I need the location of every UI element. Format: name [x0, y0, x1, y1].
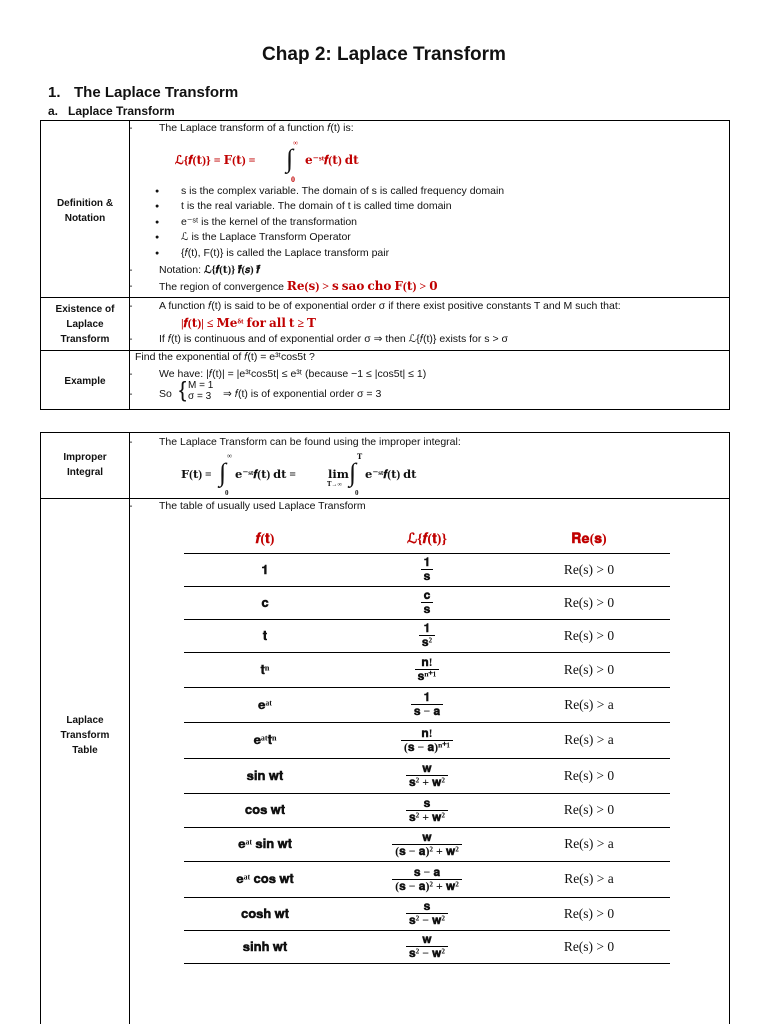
- fraction: [406, 797, 448, 824]
- fraction-numerator: 𝐬: [423, 899, 431, 913]
- integral-sign-icon: ∫: [349, 458, 357, 487]
- fraction-numerator: 𝟏: [423, 690, 431, 704]
- table-row: [184, 722, 670, 758]
- definition-table: Definition & Notation - The Laplace transform of a function 𝑓(t) is: ℒ{𝒇(𝐭)} = 𝐅(𝐭) = ∞ ∫ 0 𝐞⁻ˢᵗ𝒇(𝐭) 𝐝𝐭 ● s is the complex variable. The domain of s is called frequency domain ● t is the real variable. The domain of t is called time domain ● e⁻ˢᵗ is the kernel of the transformation ● ℒ is the Laplace Transform Operator ● {𝑓(t), F(t)} is called the Laplace transform pair - Notation: ℒ{𝒇(𝐭)} 𝒇̄(𝑠) 𝒇̄ - The region of convergence 𝐑𝐞(𝐬) > 𝐬 𝐬𝐚𝐨 𝐜𝐡𝐨 𝐅(𝐭) > 𝟎 Existence of Laplace Transform - A function 𝑓(t) is said to be of exponential order σ if there exist positive constants T and M such that: |𝒇(𝐭)| ≤ 𝐌𝐞ᵟᵗ 𝐟𝐨𝐫 𝐚𝐥𝐥 𝐭 ≥ 𝐓 - If 𝑓(t) is continuous and of exponential order σ ⇒ then ℒ{𝑓(t)} exists for s > σ Example Find the exponential of 𝑓(t) = e³ᵗcos5t ? - We have: |𝑓(t)| = |e³ᵗcos5t| ≤ e³ᵗ (because −1 ≤ |cos5t| ≤ 1) - So { M = 1 σ = 3 ⇒ 𝑓(t) is of exponential order σ = 3: [40, 120, 730, 410]
- fraction-denominator: 𝐬: [421, 602, 434, 616]
- fraction: [421, 556, 434, 583]
- bullet-icon: ●: [155, 250, 160, 257]
- laplace-definition-formula: [175, 139, 435, 185]
- fraction-denominator: 𝐬² + 𝐰²: [406, 810, 448, 824]
- cell-function: 𝐭ⁿ: [260, 661, 270, 677]
- transform-table-header: [184, 526, 670, 553]
- fraction-numerator: 𝐜: [423, 588, 431, 602]
- fraction: [401, 727, 453, 754]
- cell-roc: Re(s) > a: [564, 836, 614, 851]
- bullet-icon: ●: [155, 203, 160, 210]
- fraction-numerator: 𝐬: [423, 795, 431, 810]
- fraction: [419, 622, 435, 649]
- cell-function: 𝟏: [261, 561, 269, 577]
- bullet-icon: ●: [155, 234, 160, 241]
- table-row: [184, 897, 670, 930]
- section-title: The Laplace Transform: [74, 84, 239, 101]
- cell-roc: Re(s) > 0: [563, 561, 615, 577]
- integral-sign-icon: ∫: [286, 144, 294, 173]
- definition-label: Definition & Notation: [56, 198, 114, 224]
- laplace-table-frame: Improper Integral - The Laplace Transform can be found using the improper integral: 𝐅(𝐭) = ∞ ∫ 0 𝐞⁻ˢᵗ𝒇(𝐭) 𝐝𝐭 = 𝐥𝐢𝐦 𝐓→∞ 𝐓 ∫ 0 𝐞⁻ˢᵗ𝒇(𝐭) 𝐝𝐭 Laplace Transform Table - The table of usually used Laplace Transform: [40, 432, 730, 1024]
- cell-roc: Re(s) > a: [564, 871, 614, 886]
- cell-transform: [346, 827, 508, 861]
- table-row: [184, 687, 670, 722]
- integral-lower-limit: 0: [291, 175, 295, 184]
- cell-roc: Re(s) > 0: [563, 938, 615, 954]
- fraction: [406, 762, 448, 789]
- integral-sign-icon: ∫: [219, 458, 227, 487]
- existence-label: Existence of Laplace Transform: [55, 303, 115, 345]
- subsection-number: a.: [48, 104, 59, 118]
- header-f: 𝒇(𝐭): [255, 531, 275, 547]
- example-label: Example: [64, 375, 106, 387]
- fraction-denominator: 𝐬² − 𝐰²: [406, 946, 448, 960]
- table-row: [184, 553, 670, 586]
- section-heading: [48, 84, 238, 101]
- fraction-numerator: 𝐬 − 𝐚: [413, 864, 441, 879]
- subsection-title: Laplace Transform: [68, 104, 175, 118]
- table-row: [184, 619, 670, 652]
- fraction: [406, 900, 448, 927]
- cell-transform: [346, 758, 508, 793]
- fraction-numerator: 𝟏: [423, 621, 431, 635]
- fraction-denominator: 𝐬ⁿ⁺¹: [415, 669, 440, 683]
- fraction: [411, 691, 443, 718]
- header-laplace: ℒ{𝒇(𝐭)}: [407, 532, 447, 547]
- cell-roc: Re(s) > 0: [563, 594, 615, 610]
- cell-transform: [346, 687, 508, 722]
- cell-transform: [346, 722, 508, 758]
- cell-function: 𝐞ᵃᵗ: [257, 696, 273, 712]
- cell-function: 𝐬𝐢𝐧𝐡 𝐰𝐭: [242, 938, 288, 954]
- cell-transform: [346, 619, 508, 652]
- so-label: So: [159, 388, 172, 400]
- bullet-icon: ●: [155, 188, 160, 195]
- table-row: [184, 827, 670, 861]
- cell-roc: Re(s) > a: [564, 732, 614, 747]
- subsection-heading: [48, 104, 175, 118]
- table-row: [184, 861, 670, 897]
- integral-upper-limit: ∞: [227, 452, 232, 460]
- cell-function: 𝐜: [261, 594, 269, 610]
- roc-label: The region of convergence: [159, 281, 284, 293]
- integral-lower-limit: 0: [355, 489, 359, 497]
- fraction-numerator: 𝟏: [423, 555, 431, 569]
- fraction-denominator: (𝐬 − 𝐚)ⁿ⁺¹: [401, 740, 453, 754]
- table-row: [184, 793, 670, 827]
- fraction-denominator: 𝐬² − 𝐰²: [406, 913, 448, 927]
- improper-rhs: 𝐞⁻ˢᵗ𝒇(𝐭) 𝐝𝐭: [365, 469, 417, 481]
- fraction: [392, 831, 462, 858]
- example-question: Find the exponential of 𝑓(t) = e³ᵗcos5t ?: [135, 351, 315, 363]
- limit-label: 𝐥𝐢𝐦: [328, 469, 349, 481]
- fraction-denominator: (𝐬 − 𝐚)² + 𝐰²: [392, 844, 462, 858]
- formula-rhs: 𝐞⁻ˢᵗ𝒇(𝐭) 𝐝𝐭: [305, 153, 359, 167]
- fraction: [415, 656, 440, 683]
- so-conclusion: ⇒ 𝑓(t) is of exponential order σ = 3: [223, 388, 382, 400]
- fraction-numerator: 𝐰: [422, 761, 432, 775]
- cell-function: 𝐬𝐢𝐧 𝐰𝐭: [246, 767, 284, 783]
- cell-transform: [346, 861, 508, 897]
- formula-lhs: ℒ{𝒇(𝐭)} = 𝐅(𝐭) =: [175, 153, 256, 167]
- fraction: [392, 866, 462, 893]
- fraction-numerator: 𝐰: [422, 829, 432, 844]
- cell-roc: Re(s) > 0: [563, 905, 615, 921]
- so-m: M = 1: [188, 380, 214, 391]
- improper-lhs: 𝐅(𝐭) =: [181, 469, 212, 481]
- cell-transform: [346, 586, 508, 619]
- integral-upper-limit: ∞: [293, 139, 298, 147]
- fraction-denominator: 𝐬²: [419, 635, 435, 649]
- cell-roc: Re(s) > 0: [563, 767, 615, 783]
- header-roc: 𝐑𝐞(𝐬): [571, 531, 607, 547]
- brace-icon: {: [179, 377, 187, 402]
- fraction-denominator: 𝐬: [421, 569, 434, 583]
- exponential-bound: |𝒇(𝐭)| ≤ 𝐌𝐞ᵟᵗ 𝐟𝐨𝐫 𝐚𝐥𝐥 𝐭 ≥ 𝐓: [181, 316, 316, 330]
- fraction-denominator: (𝐬 − 𝐚)² + 𝐰²: [392, 879, 462, 893]
- improper-label: Improper Integral: [63, 452, 107, 478]
- cell-transform: [346, 793, 508, 827]
- laplace-table-label: Laplace Transform Table: [60, 714, 110, 756]
- row-divider: [41, 498, 729, 499]
- fraction: [421, 589, 434, 616]
- bullet-icon: ●: [155, 219, 160, 226]
- notation-label: Notation:: [159, 264, 202, 276]
- limit-subscript: 𝐓→∞: [327, 482, 342, 488]
- roc-value: 𝐑𝐞(𝐬) > 𝐬 𝐬𝐚𝐨 𝐜𝐡𝐨 𝐅(𝐭) > 𝟎: [286, 279, 438, 293]
- fraction-denominator: 𝐬² + 𝐰²: [406, 775, 448, 789]
- cell-function: 𝐞ᵃᵗ 𝐜𝐨𝐬 𝐰𝐭: [236, 871, 294, 886]
- improper-mid: 𝐞⁻ˢᵗ𝒇(𝐭) 𝐝𝐭 =: [235, 469, 296, 481]
- table-row: [184, 586, 670, 619]
- fraction-numerator: 𝐰: [422, 932, 432, 946]
- section-number: 1.: [48, 84, 61, 101]
- cell-function: 𝐜𝐨𝐬𝐡 𝐰𝐭: [240, 905, 290, 921]
- fraction-numerator: 𝐧!: [421, 725, 433, 740]
- cell-roc: Re(s) > 0: [563, 627, 615, 643]
- column-divider: [129, 433, 130, 1024]
- fraction: [406, 933, 448, 960]
- cell-function: 𝐜𝐨𝐬 𝐰𝐭: [244, 802, 286, 817]
- table-row: [184, 930, 670, 963]
- page-title: Chap 2: Laplace Transform: [262, 44, 506, 65]
- cell-transform: [346, 652, 508, 687]
- row-divider: [41, 297, 729, 298]
- cell-roc: Re(s) > 0: [563, 661, 615, 677]
- cell-transform: [346, 897, 508, 930]
- fraction-numerator: 𝐧!: [421, 655, 433, 669]
- cell-transform: [346, 553, 508, 586]
- notation-value: ℒ{𝒇(𝐭)} 𝒇̄(𝑠) 𝒇̄: [203, 265, 260, 276]
- integral-lower-limit: 0: [225, 489, 229, 497]
- table-row: [184, 652, 670, 687]
- integral-upper-limit: 𝐓: [357, 453, 363, 461]
- fraction-denominator: 𝐬 − 𝐚: [411, 704, 443, 718]
- cell-roc: Re(s) > 0: [563, 802, 615, 817]
- improper-integral-formula: [179, 453, 479, 497]
- table-row: [184, 758, 670, 793]
- table-rule: [184, 963, 670, 964]
- so-sigma: σ = 3: [188, 391, 212, 402]
- cell-function: 𝐞ᵃᵗ𝐭ⁿ: [253, 732, 277, 747]
- cell-transform: [346, 930, 508, 963]
- cell-function: 𝐞ᵃᵗ 𝐬𝐢𝐧 𝐰𝐭: [237, 836, 292, 851]
- cell-function: 𝐭: [262, 627, 268, 643]
- cell-roc: Re(s) > a: [564, 696, 614, 712]
